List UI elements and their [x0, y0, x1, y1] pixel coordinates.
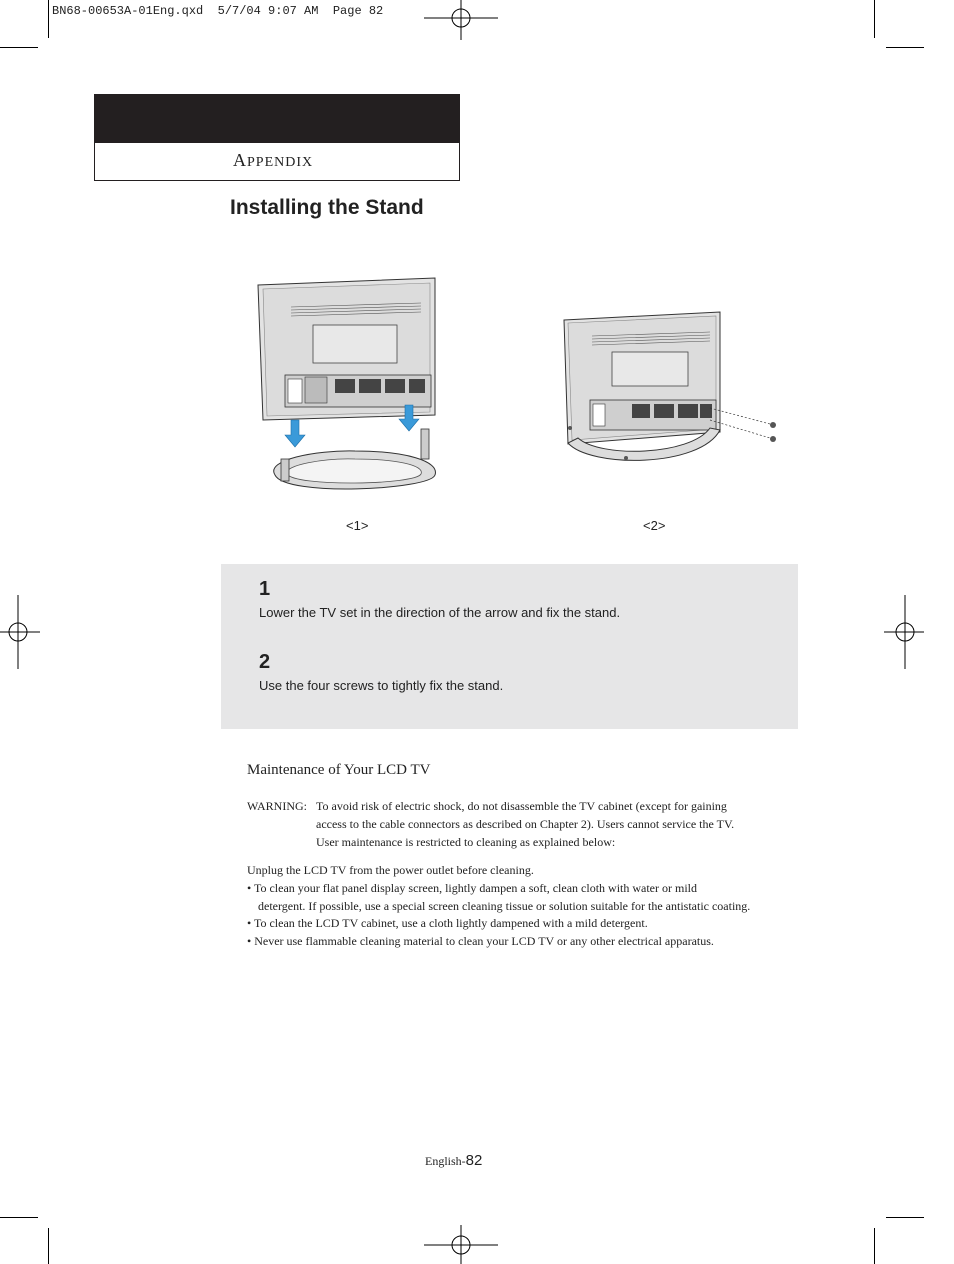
bullet-item: • To clean your flat panel display screen, lightly dampen a soft, clean cloth with water or mild	[247, 881, 698, 895]
warning-label: WARNING:	[247, 799, 307, 813]
cleaning-intro: Unplug the LCD TV from the power outlet before cleaning.	[247, 863, 534, 877]
page-number: 82	[465, 1152, 483, 1169]
step-1-text: Lower the TV set in the direction of the arrow and fix the stand.	[259, 605, 621, 620]
print-slug: BN68-00653A-01Eng.qxd 5/7/04 9:07 AM Page 82	[52, 4, 384, 18]
maintenance-title: Maintenance of Your LCD TV	[247, 762, 431, 778]
warning-line: To avoid risk of electric shock, do not disassemble the TV cabinet (except for gaining	[316, 799, 727, 813]
figure-2-caption: <2>	[643, 518, 666, 533]
step-2-text: Use the four screws to tightly fix the stand.	[259, 678, 504, 693]
figure-1-illustration	[255, 275, 440, 495]
steps-panel	[221, 564, 798, 729]
figure-1-caption: <1>	[346, 518, 369, 533]
step-2-number: 2	[259, 651, 271, 673]
bullet-item-continued: detergent. If possible, use a special screen cleaning tissue or solution suitable for the antistatic coating.	[258, 899, 751, 913]
page-footer: English-82	[425, 1152, 483, 1169]
down-arrow-icon	[285, 420, 305, 447]
section-header-bar	[94, 94, 460, 143]
bullet-item: • Never use flammable cleaning material to clean your LCD TV or any other electrical apparatus.	[247, 934, 714, 948]
section-title: APPENDIX	[233, 150, 314, 170]
warning-line: access to the cable connectors as described on Chapter 2). Users cannot service the TV.	[316, 817, 735, 831]
figure-2-illustration	[560, 308, 782, 470]
bullet-item: • To clean the LCD TV cabinet, use a cloth lightly dampened with a mild detergent.	[247, 916, 648, 930]
step-1-number: 1	[259, 578, 271, 600]
warning-line: User maintenance is restricted to cleaning as explained below:	[316, 835, 616, 849]
page-title: Installing the Stand	[230, 196, 424, 219]
